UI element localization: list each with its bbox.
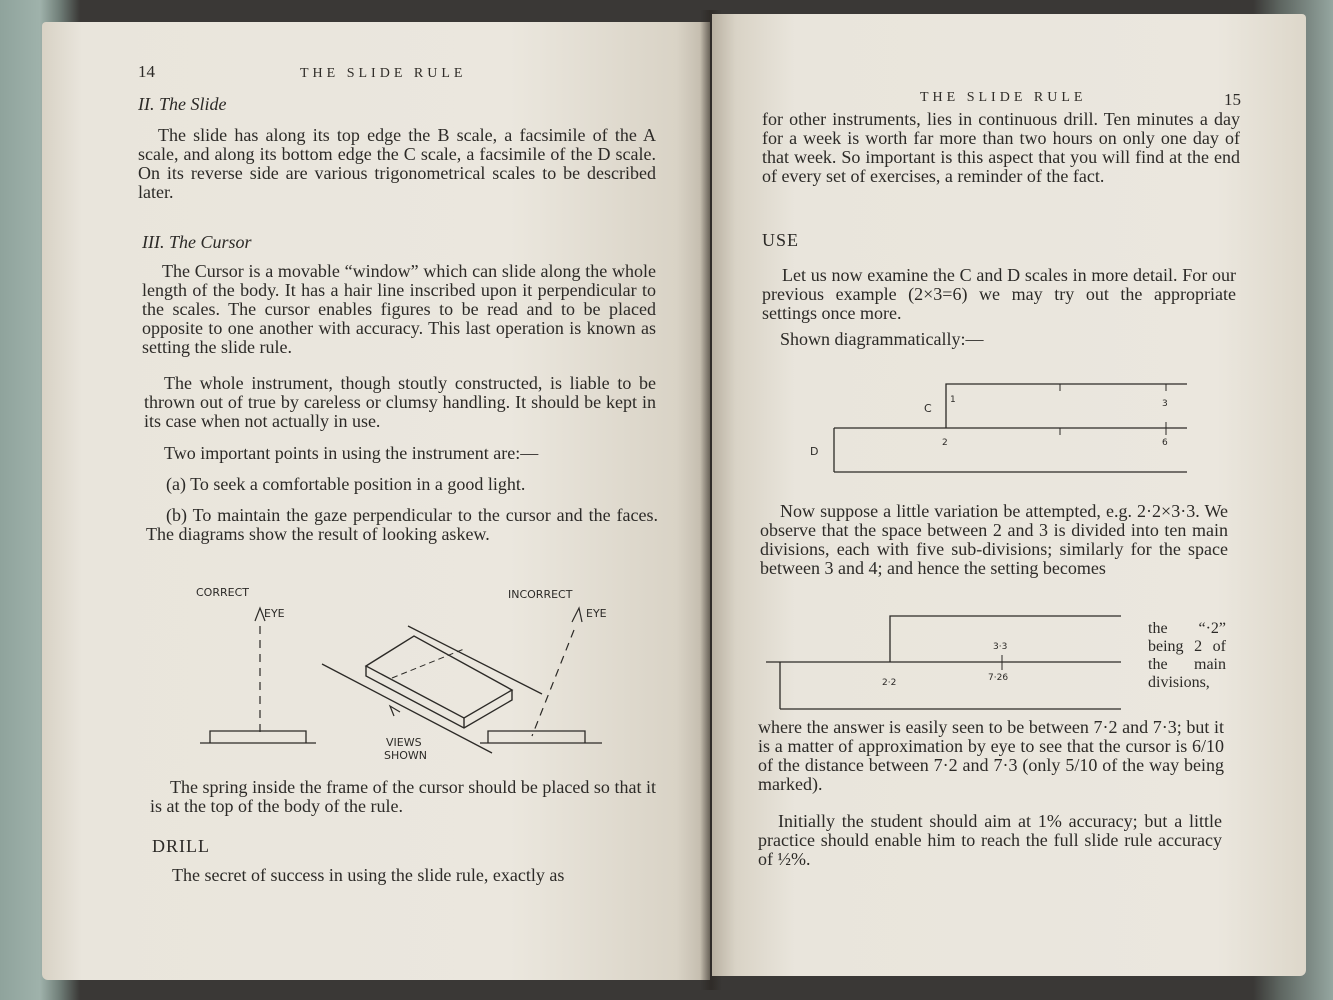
drill-heading: DRILL bbox=[152, 836, 210, 856]
paragraph-slide: The slide has along its top edge the B scale, a facsimile of the A scale, and along its bottom edge the C scale, a facsimile of the D scale. On its reverse side are various trigonometrical scales to be described later. bbox=[138, 125, 656, 202]
views-arrow bbox=[390, 706, 400, 716]
side-note: the “·2” being 2 of the main divisions, bbox=[1148, 620, 1226, 691]
cursor-incorrect-view bbox=[488, 731, 585, 743]
running-head-right: THE SLIDE RULE bbox=[920, 90, 1087, 105]
right-page bbox=[712, 14, 1306, 976]
incorrect-label: INCORRECT bbox=[508, 588, 573, 601]
c-tick-1: 1 bbox=[950, 395, 956, 405]
page-number-right: 15 bbox=[1224, 90, 1241, 109]
cursor-correct-view bbox=[210, 731, 306, 743]
d-tick-2: 2 bbox=[942, 438, 948, 448]
point-b: (b) To maintain the gaze perpendicular to the cursor and the faces. The diagrams show the result of looking askew. bbox=[146, 505, 658, 544]
eye-label-right: EYE bbox=[586, 607, 607, 620]
cd-scale-diagram bbox=[802, 376, 1202, 481]
rule-block-3d bbox=[322, 626, 542, 753]
paragraph-drill: The secret of success in using the slide rule, exactly as bbox=[172, 865, 565, 885]
running-head-left: THE SLIDE RULE bbox=[300, 66, 467, 81]
eye-label-left: EYE bbox=[264, 607, 285, 620]
section-heading-slide: II. The Slide bbox=[138, 94, 227, 114]
c-tick-3: 3 bbox=[1162, 399, 1168, 409]
point-a: (a) To seek a comfortable position in a good light. bbox=[166, 474, 526, 494]
shown-label: SHOWN bbox=[384, 749, 428, 762]
page-number-left: 14 bbox=[138, 62, 155, 81]
label-3-3: 3·3 bbox=[993, 642, 1008, 652]
section-heading-cursor: III. The Cursor bbox=[142, 232, 252, 252]
d-scale-label: D bbox=[810, 445, 819, 458]
sightline-incorrect bbox=[532, 630, 574, 736]
correct-label: CORRECT bbox=[196, 586, 249, 599]
points-intro: Two important points in using the instrument are:— bbox=[164, 443, 539, 463]
d-scale-variation bbox=[766, 662, 1121, 709]
paragraph-accuracy: Initially the student should aim at 1% accuracy; but a little practice should enable him to reach the full slide rule accuracy of ½%. bbox=[758, 811, 1222, 869]
paragraph-use: Let us now examine the C and D scales in more detail. For our previous example (2×3=6) we may try out the appropriate settings once more. bbox=[762, 265, 1236, 323]
paragraph-instrument: The whole instrument, though stoutly constructed, is liable to be thrown out of true by careless or clumsy handling. It should be kept in its case when not actually in use. bbox=[144, 373, 656, 431]
paragraph-cursor: The Cursor is a movable “window” which can slide along the whole length of the body. It has a hair line inscribed upon it perpendicular to the scales. The cursor enables figures to be read and to be placed opposite to one another with accuracy. This last operation is known as setting the slide rule. bbox=[142, 261, 656, 357]
paragraph-answer: where the answer is easily seen to be between 7·2 and 7·3; but it is a matter of approximation by eye to see that the cursor is 6/10 of the distance between 7·2 and 7·3 (only 5/10 of the way being marked). bbox=[758, 717, 1224, 794]
use-heading: USE bbox=[762, 230, 800, 250]
label-2-2: 2·2 bbox=[882, 678, 897, 688]
c-scale-label: C bbox=[924, 402, 932, 415]
c-scale bbox=[946, 384, 1187, 428]
shown-diagrammatically: Shown diagrammatically:— bbox=[780, 329, 984, 349]
left-page bbox=[42, 22, 710, 980]
d-tick-6: 6 bbox=[1162, 438, 1168, 448]
paragraph-continued: for other instruments, lies in continuous drill. Ten minutes a day for a week is worth far more than two hours on only one day of that week. So important is this aspect that you will find at the end of every set of exercises, a reminder of the fact. bbox=[762, 109, 1240, 186]
eye-marker-right bbox=[572, 608, 582, 622]
d-scale bbox=[834, 422, 1187, 472]
paragraph-variation: Now suppose a little variation be attempted, e.g. 2·2×3·3. We observe that the space between 2 and 3 is divided into ten main divisions, each with five sub-divisions; similarly for the space between 3 and 4; and hence the setting becomes bbox=[760, 501, 1228, 578]
label-7-26: 7·26 bbox=[988, 673, 1009, 683]
views-label: VIEWS bbox=[386, 736, 422, 749]
viewing-angle-figure bbox=[182, 578, 622, 762]
variation-scale-diagram bbox=[766, 598, 1146, 718]
paragraph-spring: The spring inside the frame of the cursor should be placed so that it is at the top of the body of the rule. bbox=[150, 777, 656, 816]
